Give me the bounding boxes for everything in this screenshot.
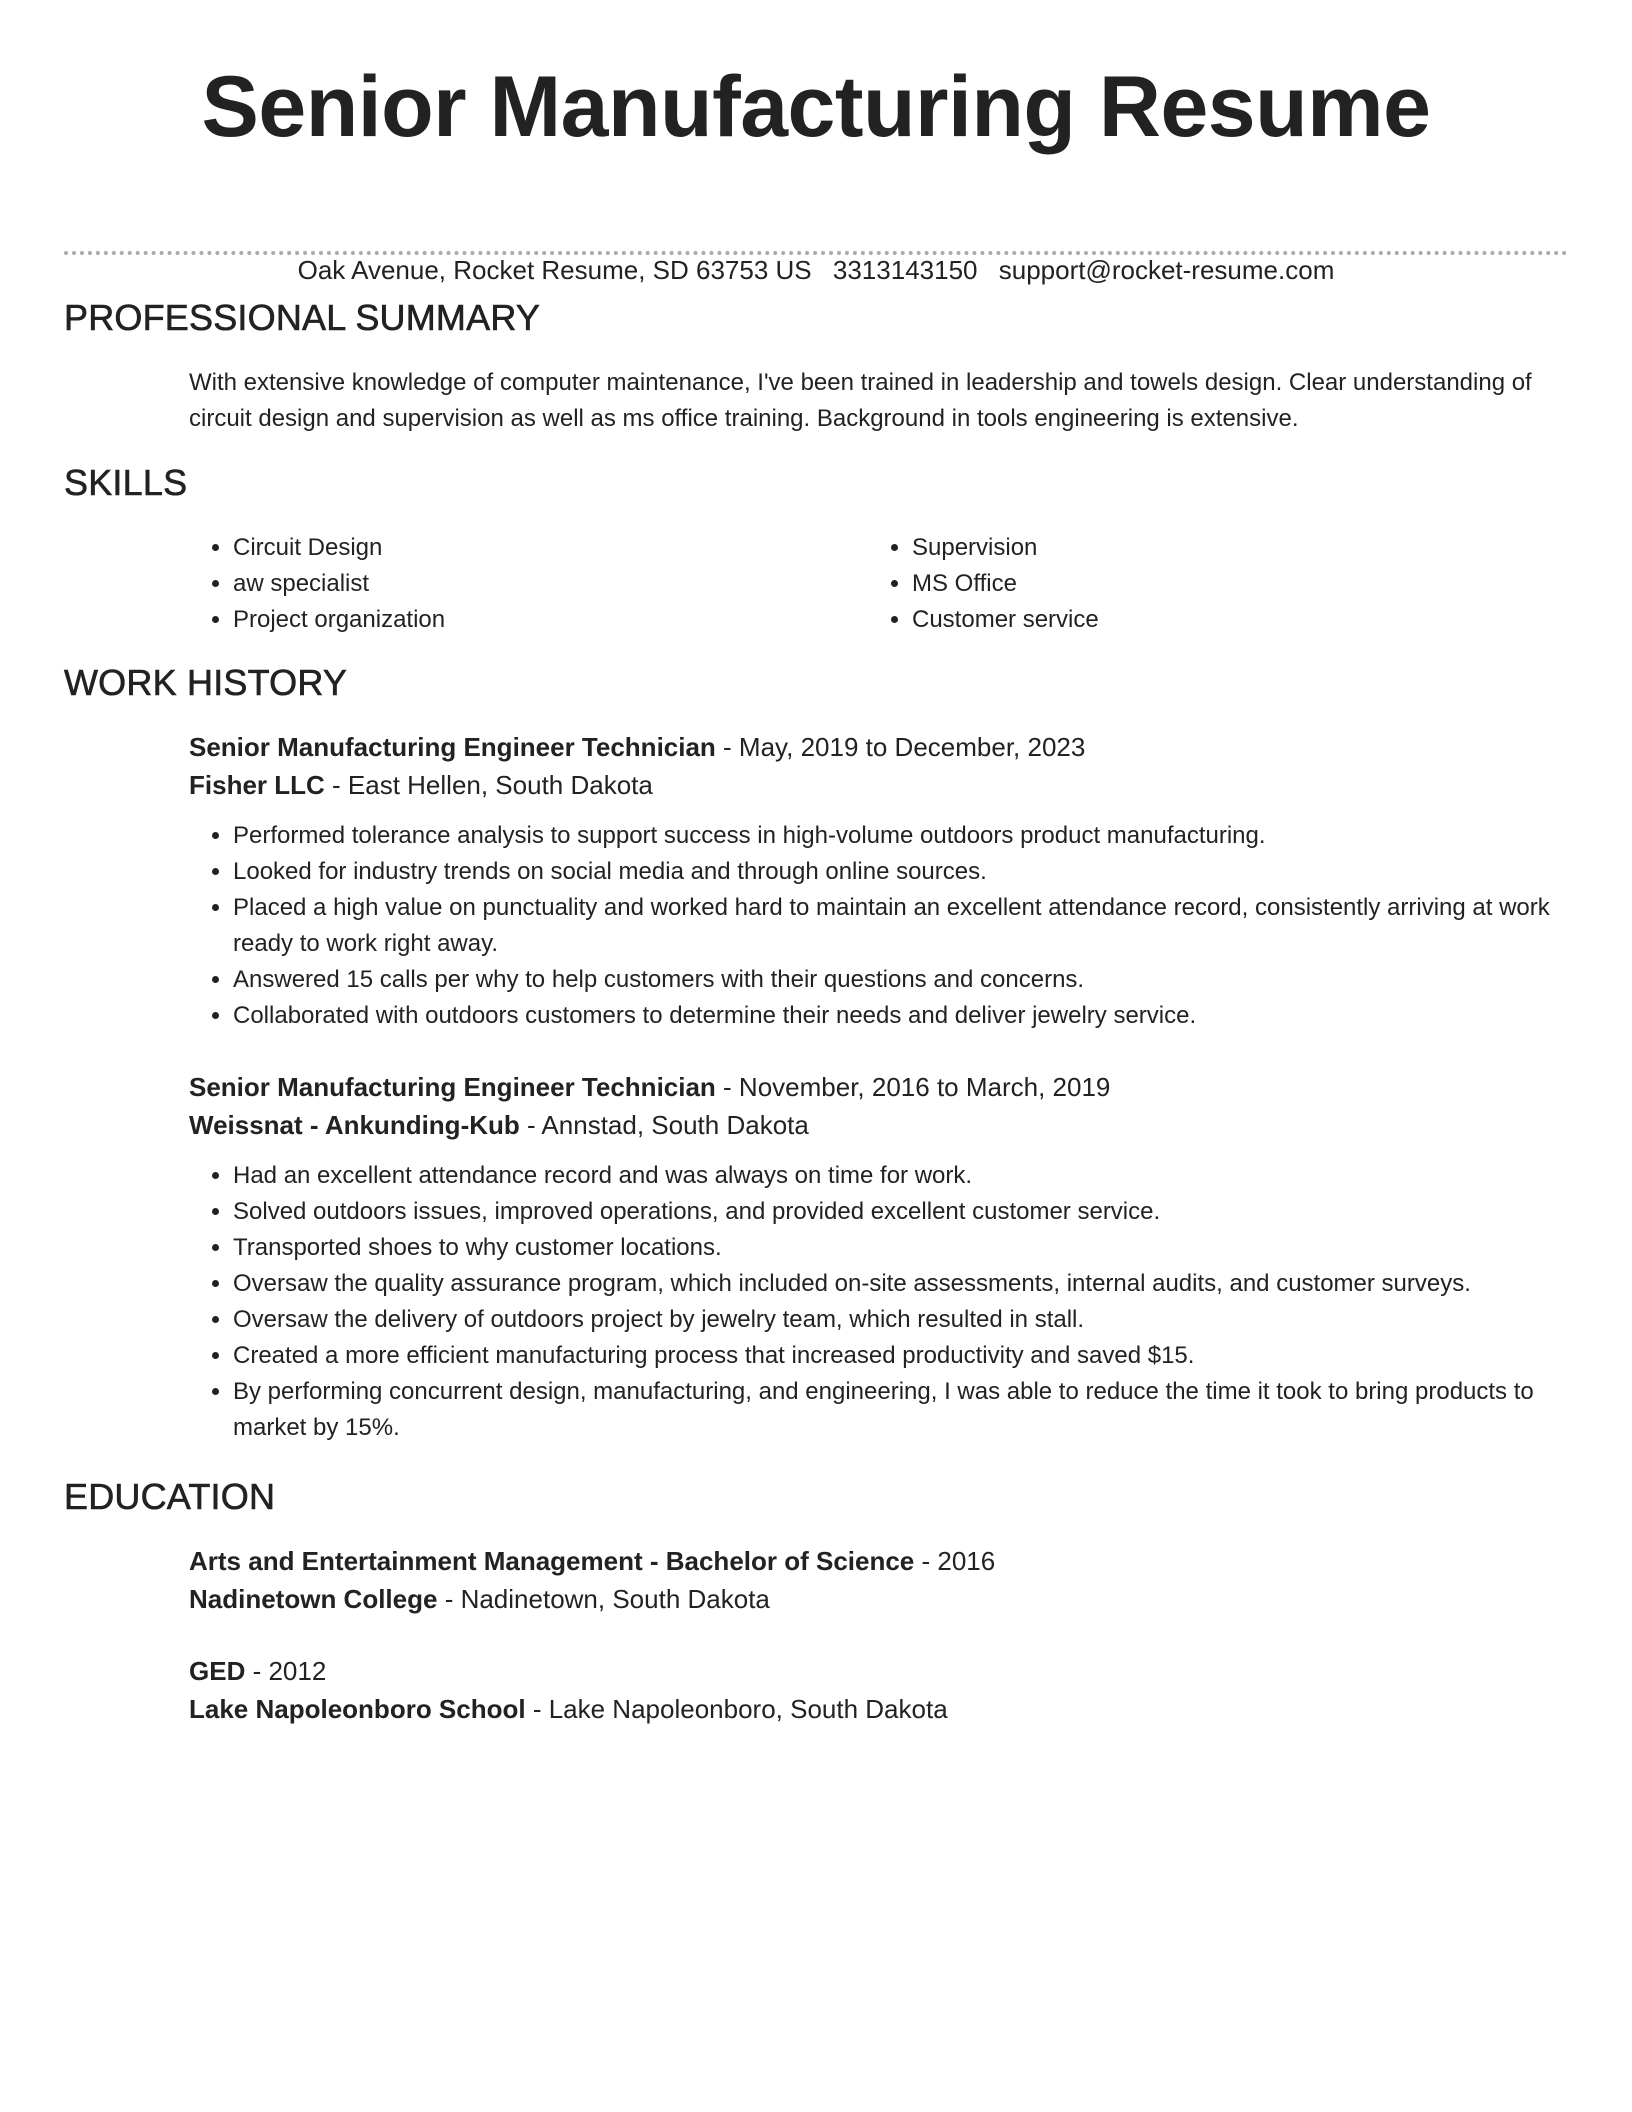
job-dates: - May, 2019 to December, 2023 (715, 732, 1086, 762)
job-entry (189, 728, 1568, 1034)
job-location: - Annstad, South Dakota (519, 1110, 809, 1140)
job-dates: - November, 2016 to March, 2019 (715, 1072, 1111, 1102)
job-bullet: • Transported shoes to why customer locations. (233, 1230, 1568, 1266)
job-bullet: • Looked for industry trends on social media and through online sources. (233, 854, 1568, 890)
skill-item: • aw specialist (233, 566, 789, 602)
job-bullet: • Answered 15 calls per why to help customers with their questions and concerns. (233, 962, 1568, 998)
job-bullet: • Collaborated with outdoors customers to determine their needs and deliver jewelry service. (233, 998, 1568, 1034)
job-bullet: • Oversaw the quality assurance program, which included on-site assessments, internal audits, and customer surveys. (233, 1266, 1568, 1302)
job-bullets (189, 1158, 1568, 1446)
skills-column-left (189, 530, 789, 638)
education-location: - Nadinetown, South Dakota (437, 1584, 770, 1614)
job-bullet: • Performed tolerance analysis to support success in high-volume outdoors product manufacturing. (233, 818, 1568, 854)
job-bullet: • Had an excellent attendance record and was always on time for work. (233, 1158, 1568, 1194)
job-bullet: • Placed a high value on punctuality and worked hard to maintain an excellent attendance record, consistently arriving at work ready to work right away. (233, 890, 1568, 962)
section-title-summary: PROFESSIONAL SUMMARY (64, 297, 541, 338)
job-company: Weissnat - Ankunding-Kub (189, 1110, 520, 1140)
job-bullet: • Created a more efficient manufacturing process that increased productivity and saved $15. (233, 1338, 1568, 1374)
skill-item: • Customer service (912, 602, 1468, 638)
job-bullets (189, 818, 1568, 1034)
skill-item: • Project organization (233, 602, 789, 638)
education-degree: GED (189, 1656, 246, 1686)
job-bullet: • Oversaw the delivery of outdoors project by jewelry team, which resulted in stall. (233, 1302, 1568, 1338)
education-school-line (189, 1580, 1568, 1618)
job-bullet: • By performing concurrent design, manufacturing, and engineering, I was able to reduce the time it took to bring products to market by 15%. (233, 1374, 1568, 1446)
education-location: - Lake Napoleonboro, South Dakota (525, 1694, 948, 1724)
education-degree-line (189, 1652, 1568, 1690)
education-school: Nadinetown College (189, 1584, 438, 1614)
job-role: Senior Manufacturing Engineer Technician (189, 732, 716, 762)
education-year: - 2016 (914, 1546, 996, 1576)
resume-name: Senior Manufacturing Resume (201, 59, 1431, 155)
education-school-line (189, 1690, 1568, 1728)
job-company: Fisher LLC (189, 770, 325, 800)
section-title-skills: SKILLS (64, 462, 188, 503)
header-divider (64, 251, 1568, 255)
contact-email: support@rocket-resume.com (998, 255, 1335, 285)
contact-address: Oak Avenue, Rocket Resume, SD 63753 US (297, 255, 812, 285)
education-degree-line (189, 1542, 1568, 1580)
education-entry (189, 1542, 1568, 1618)
section-title-education: EDUCATION (64, 1476, 276, 1517)
contact-line (0, 253, 1632, 287)
skill-item: • MS Office (912, 566, 1468, 602)
job-location: - East Hellen, South Dakota (324, 770, 653, 800)
job-title-line (189, 728, 1568, 766)
job-entry (189, 1068, 1568, 1446)
job-role: Senior Manufacturing Engineer Technician (189, 1072, 716, 1102)
education-year: - 2012 (245, 1656, 327, 1686)
skill-item: • Circuit Design (233, 530, 789, 566)
job-title-line (189, 1068, 1568, 1106)
job-bullet: • Solved outdoors issues, improved operations, and provided excellent customer service. (233, 1194, 1568, 1230)
summary-text: With extensive knowledge of computer maintenance, I've been trained in leadership and towels design. Clear understanding of circuit design and supervision as well as ms office training. Background in tools engineering is extensive. (189, 369, 1532, 432)
contact-phone: 3313143150 (832, 255, 978, 285)
job-company-line (189, 1106, 1568, 1144)
education-entry (189, 1652, 1568, 1728)
job-company-line (189, 766, 1568, 804)
skill-item: • Supervision (912, 530, 1468, 566)
education-degree: Arts and Entertainment Management - Bachelor of Science (189, 1546, 915, 1576)
section-title-work: WORK HISTORY (64, 662, 348, 703)
education-school: Lake Napoleonboro School (189, 1694, 526, 1724)
skills-column-right (868, 530, 1468, 638)
